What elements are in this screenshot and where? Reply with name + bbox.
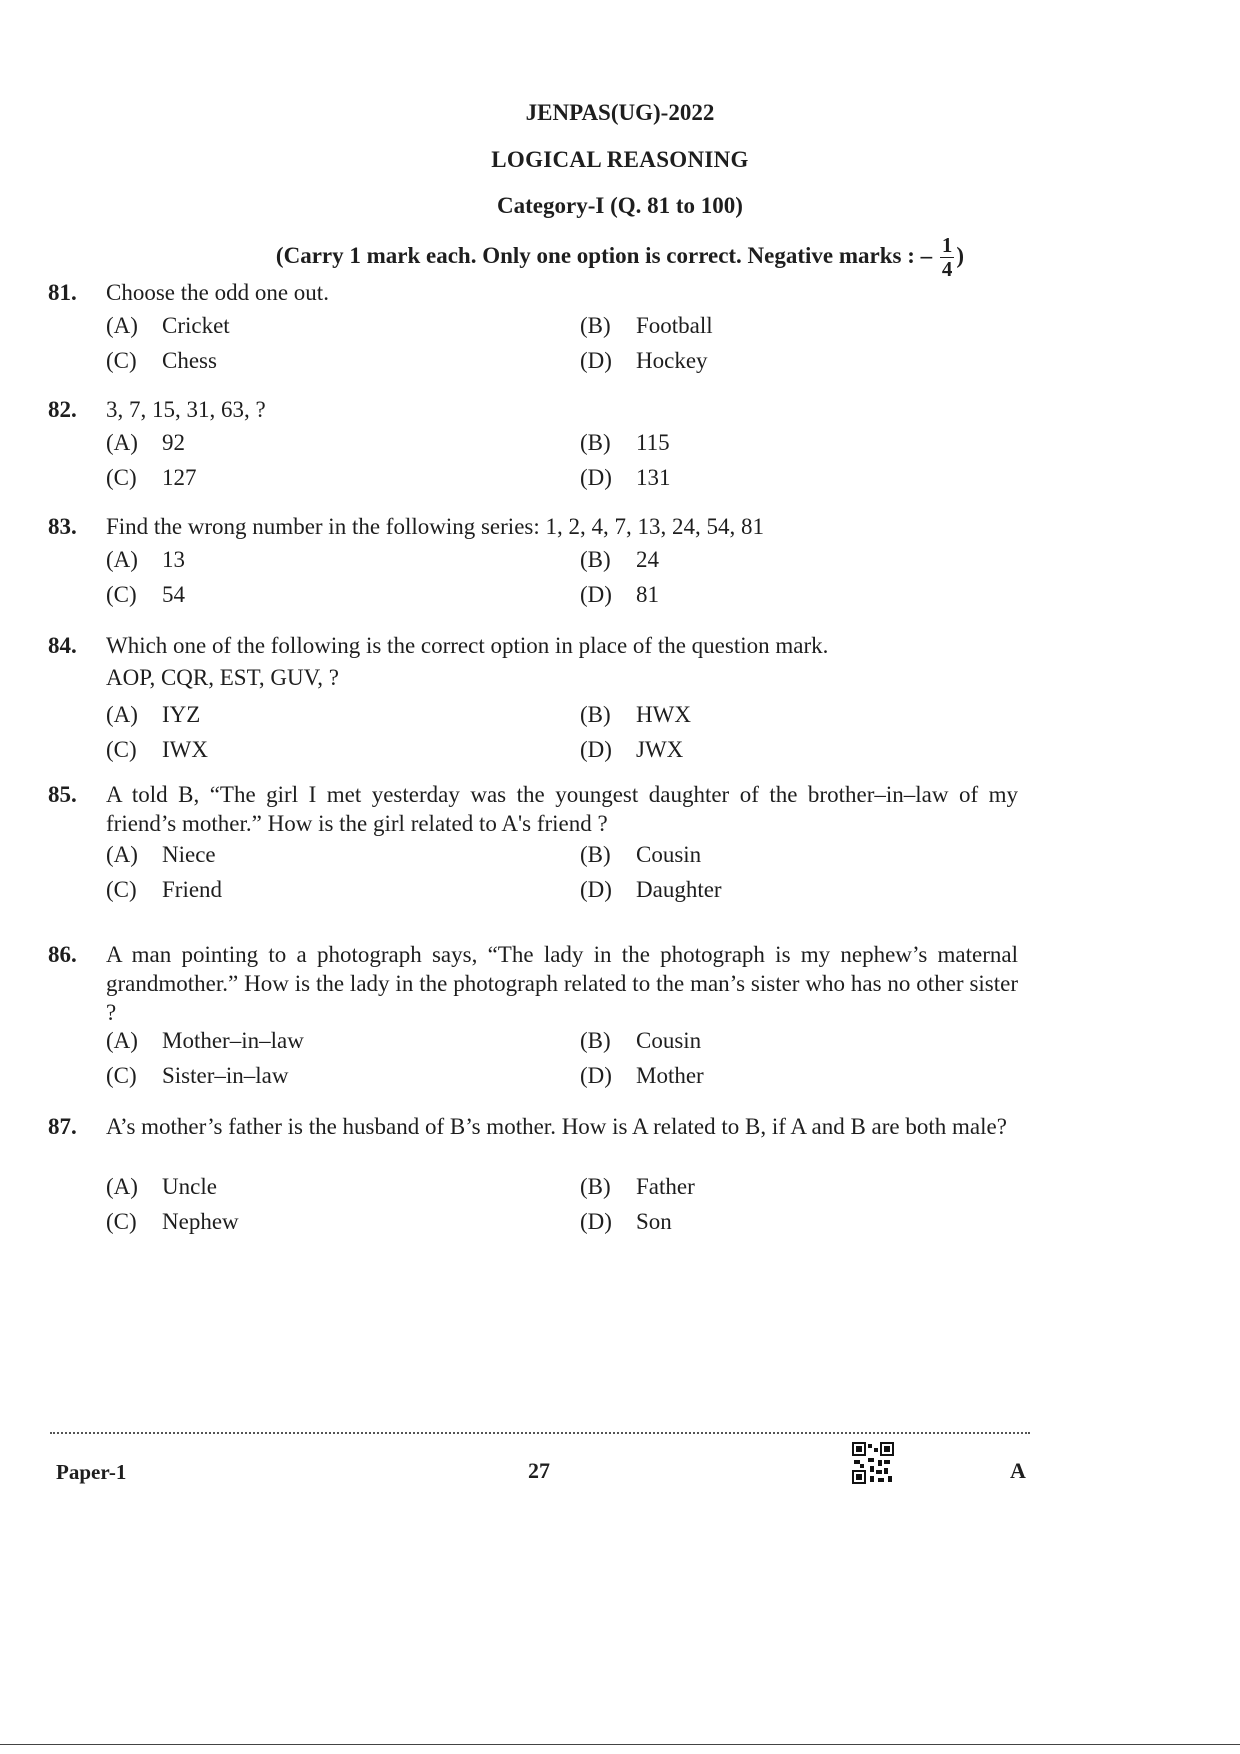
option-letter: (A)	[106, 313, 138, 338]
question-number: 83.	[48, 514, 77, 539]
option-letter: (C)	[106, 1209, 137, 1234]
exam-title: JENPAS(UG)-2022	[525, 100, 715, 125]
fraction-numerator: 1	[941, 233, 953, 257]
option-value: 13	[162, 547, 185, 572]
question-text: Find the wrong number in the following series: 1, 2, 4, 7, 13, 24, 54, 81	[106, 514, 764, 539]
question-number: 87.	[48, 1114, 77, 1139]
option-letter: (C)	[106, 465, 137, 490]
negative-mark-fraction	[940, 235, 955, 280]
option-value: Nephew	[162, 1209, 239, 1234]
option-letter: (C)	[106, 877, 137, 902]
option-value: Football	[636, 313, 713, 338]
option-letter: (D)	[580, 582, 612, 607]
option-letter: (B)	[580, 547, 611, 572]
option-letter: (A)	[106, 702, 138, 727]
question-text-sequence: AOP, CQR, EST, GUV, ?	[106, 665, 340, 690]
option-letter: (D)	[580, 877, 612, 902]
question-number: 84.	[48, 633, 77, 658]
instructions-text: (Carry 1 mark each. Only one option is correct. Negative marks : –	[275, 242, 933, 268]
paper-label: Paper-1	[56, 1460, 127, 1484]
option-letter: (A)	[106, 1028, 138, 1053]
option-value: Mother	[636, 1063, 704, 1088]
question-number: 82.	[48, 397, 77, 422]
option-letter: (D)	[580, 1063, 612, 1088]
option-value: Cricket	[162, 313, 230, 338]
category-title: Category-I (Q. 81 to 100)	[497, 193, 743, 218]
option-letter: (A)	[106, 842, 138, 867]
option-letter: (B)	[580, 842, 611, 867]
option-letter: (D)	[580, 737, 612, 762]
question-text: A told B, “The girl I met yesterday was the youngest daughter of the brother–in–law of my friend’s mother.” How is the girl related to A's friend ?	[106, 782, 1018, 836]
option-value: IWX	[162, 737, 208, 762]
option-letter: (A)	[106, 1174, 138, 1199]
option-value: Cousin	[636, 1028, 702, 1053]
option-value: 127	[162, 465, 197, 490]
option-letter: (D)	[580, 348, 612, 373]
question-number: 86.	[48, 942, 77, 967]
qr-code-icon	[852, 1442, 894, 1484]
option-value: 24	[636, 547, 659, 572]
option-value: Father	[636, 1174, 695, 1199]
question-text: 3, 7, 15, 31, 63, ?	[106, 397, 266, 422]
page-bottom-edge	[0, 1744, 1240, 1745]
option-value: HWX	[636, 702, 691, 727]
option-value: JWX	[636, 737, 684, 762]
option-letter: (C)	[106, 348, 137, 373]
question-text: Choose the odd one out.	[106, 280, 329, 305]
option-value: 115	[636, 430, 670, 455]
option-value: Cousin	[636, 842, 702, 867]
marking-instructions	[0, 235, 1240, 280]
option-value: Hockey	[636, 348, 708, 373]
option-value: Sister–in–law	[162, 1063, 289, 1088]
option-letter: (A)	[106, 547, 138, 572]
option-value: Friend	[162, 877, 223, 902]
option-value: Niece	[162, 842, 216, 867]
question-text: A’s mother’s father is the husband of B’s mother. How is A related to B, if A and B are both male?	[106, 1114, 1007, 1139]
option-value: 81	[636, 582, 659, 607]
option-letter: (B)	[580, 1174, 611, 1199]
option-value: 54	[162, 582, 185, 607]
option-value: IYZ	[162, 702, 201, 727]
option-value: Uncle	[162, 1174, 217, 1199]
fraction-denominator: 4	[941, 257, 953, 281]
option-value: Son	[636, 1209, 672, 1234]
option-value: Mother–in–law	[162, 1028, 304, 1053]
option-value: Daughter	[636, 877, 722, 902]
option-letter: (C)	[106, 1063, 137, 1088]
question-number: 81.	[48, 280, 77, 305]
option-letter: (B)	[580, 1028, 611, 1053]
option-letter: (B)	[580, 702, 611, 727]
option-value: 131	[636, 465, 671, 490]
instructions-close: )	[956, 242, 965, 268]
set-code: A	[1010, 1458, 1026, 1483]
option-letter: (C)	[106, 582, 137, 607]
option-letter: (B)	[580, 313, 611, 338]
option-letter: (B)	[580, 430, 611, 455]
option-letter: (D)	[580, 1209, 612, 1234]
footer-divider	[50, 1432, 1030, 1434]
section-title: LOGICAL REASONING	[491, 147, 749, 172]
question-text: Which one of the following is the correct option in place of the question mark.	[106, 633, 829, 658]
option-letter: (C)	[106, 737, 137, 762]
option-value: Chess	[162, 348, 217, 373]
question-text: A man pointing to a photograph says, “The lady in the photograph is my nephew’s maternal grandmother.” How is the lady in the photograph related to the man’s sister who has no other sister ?	[106, 942, 1018, 1025]
option-letter: (A)	[106, 430, 138, 455]
question-number: 85.	[48, 782, 77, 807]
option-letter: (D)	[580, 465, 612, 490]
page-number: 27	[528, 1458, 550, 1483]
option-value: 92	[162, 430, 185, 455]
